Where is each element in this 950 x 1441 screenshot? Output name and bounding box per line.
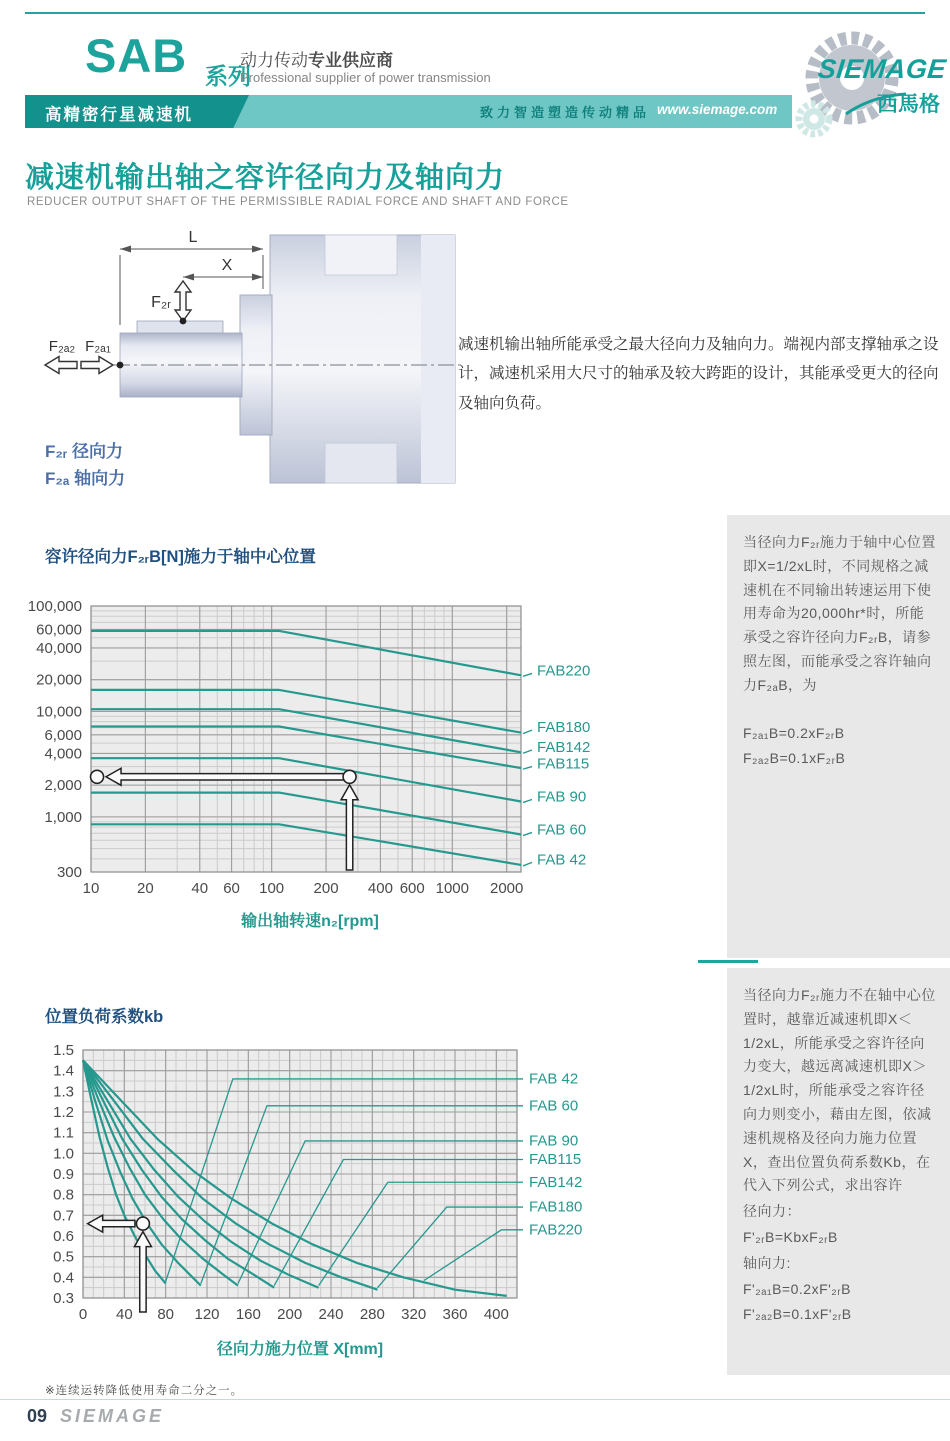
note2-formula-radial: F'₂ᵣB=KbxF₂ᵣB xyxy=(743,1228,838,1245)
svg-text:0.8: 0.8 xyxy=(53,1186,74,1204)
sidebar-note1-text: 当径向力F₂ᵣ施力于轴中心位置即X=1/2xL时，不同规格之减速机在不同输出转速运用下使用寿命为20,000hr*时，所能承受之容许径向力F₂ᵣB，请参照左图，而能承受之容许轴向力F₂ₐB，为 xyxy=(743,534,936,693)
legend-radial-row xyxy=(45,438,125,465)
svg-text:1.5: 1.5 xyxy=(53,1042,74,1059)
svg-text:1.1: 1.1 xyxy=(53,1124,74,1142)
svg-text:4,000: 4,000 xyxy=(44,745,82,763)
svg-text:0.4: 0.4 xyxy=(53,1269,74,1287)
svg-text:400: 400 xyxy=(483,1306,509,1323)
series-label-FAB142: FAB142 xyxy=(537,738,591,756)
series-label-FAB115: FAB115 xyxy=(529,1151,582,1169)
legend-axial-row xyxy=(45,465,125,492)
series-label-FAB60: FAB 60 xyxy=(529,1097,579,1115)
banner-url: www.siemage.com xyxy=(657,102,778,117)
page-subtitle: REDUCER OUTPUT SHAFT OF THE PERMISSIBLE RADIAL FORCE AND SHAFT AND FORCE xyxy=(27,196,569,208)
chart2-x-axis-title: 径向力施力位置 X[mm] xyxy=(216,1341,384,1358)
svg-text:10: 10 xyxy=(82,880,100,897)
series-label-FAB220: FAB220 xyxy=(537,662,591,680)
svg-text:2,000: 2,000 xyxy=(44,777,82,795)
svg-text:1000: 1000 xyxy=(435,880,469,897)
svg-text:20: 20 xyxy=(137,880,154,897)
legend-axial-text: 轴向力 xyxy=(74,469,126,489)
svg-text:60: 60 xyxy=(223,880,240,897)
panel-connector-line xyxy=(698,960,758,963)
svg-text:80: 80 xyxy=(157,1306,175,1323)
svg-text:120: 120 xyxy=(194,1306,220,1323)
legend-radial-symbol: F₂ᵣ xyxy=(45,442,68,461)
svg-text:20,000: 20,000 xyxy=(36,671,82,689)
legend-radial-text: 径向力 xyxy=(71,442,123,461)
dim-x-label: X xyxy=(221,257,233,274)
footnote: ※连续运转降低使用寿命二分之一。 xyxy=(45,1385,244,1397)
series-label-FAB90: FAB 90 xyxy=(529,1132,579,1150)
top-rule xyxy=(25,12,925,14)
intro-paragraph: 减速机输出轴所能承受之最大径向力及轴向力。端视内部支撑轴承之设计，减速机采用大尺寸的轴承及较大跨距的设计，其能承受更大的径向及轴向负荷。 xyxy=(458,336,939,412)
sidebar-note-center-load xyxy=(727,515,950,958)
tagline-zh-regular: 动力传动 xyxy=(240,51,308,70)
axial-formula-2: F₂ₐ₂B=0.1xF₂ᵣB xyxy=(743,750,846,767)
logo-wordmark: SIEMAGE xyxy=(816,54,948,84)
brand-logo xyxy=(788,22,950,142)
svg-text:280: 280 xyxy=(359,1306,385,1323)
chart1-x-axis-title: 输出轴转速n₂[rpm] xyxy=(241,913,379,930)
svg-text:100,000: 100,000 xyxy=(27,598,82,615)
svg-text:400: 400 xyxy=(367,880,393,897)
svg-text:1.2: 1.2 xyxy=(53,1104,74,1121)
svg-text:100: 100 xyxy=(259,880,285,897)
series-label-FAB60: FAB 60 xyxy=(537,821,587,839)
series-name: SAB xyxy=(85,29,188,82)
svg-text:160: 160 xyxy=(235,1306,261,1323)
banner-slogan: 致力智造塑造传动精品 xyxy=(480,105,651,120)
svg-text:300: 300 xyxy=(56,864,82,881)
svg-text:0.7: 0.7 xyxy=(53,1207,74,1225)
svg-text:10,000: 10,000 xyxy=(36,703,82,721)
series-label-FAB142: FAB142 xyxy=(529,1173,583,1191)
radial-force-chart xyxy=(25,592,725,932)
load-factor-chart xyxy=(25,1038,725,1338)
svg-text:1.0: 1.0 xyxy=(53,1145,74,1163)
series-suffix: 系列 xyxy=(205,63,251,89)
axial-formula-1: F₂ₐ₁B=0.2xF₂ᵣB xyxy=(743,724,845,741)
chart2-title: 位置负荷系数kb xyxy=(45,1008,164,1026)
page-number: 09 xyxy=(27,1406,48,1426)
footer-divider xyxy=(0,1399,950,1400)
series-label-FAB115: FAB115 xyxy=(537,755,590,773)
series-label-FAB180: FAB180 xyxy=(529,1198,583,1216)
svg-text:60,000: 60,000 xyxy=(36,621,82,639)
radial-force-arrow xyxy=(175,281,191,321)
sidebar-note2-text: 当径向力F₂ᵣ施力不在轴中心位置时，越靠近减速机即X＜1/2xL，所能承受之容许径向力变大，越远离减速机即X＞1/2xL时，所能承受之容许径向力则变小，藉由左图，依减速机规格及径向力施力位置X，查出位置负荷系数Kb，在代入下列公式，求出容许 xyxy=(743,987,936,1194)
svg-text:0.6: 0.6 xyxy=(53,1228,74,1245)
svg-text:0: 0 xyxy=(78,1306,88,1323)
svg-text:320: 320 xyxy=(401,1306,427,1323)
dim-l-label: L xyxy=(188,229,198,246)
note2-line-axial: 轴向力: xyxy=(743,1254,791,1271)
page-title: 减速机输出轴之容许径向力及轴向力 xyxy=(25,162,506,194)
banner-product-label: 高精密行星减速机 xyxy=(45,106,193,124)
series-label-FAB42: FAB 42 xyxy=(537,851,587,869)
diagram-legend xyxy=(45,438,125,492)
series-label-FAB220: FAB220 xyxy=(529,1221,583,1239)
svg-text:0.3: 0.3 xyxy=(53,1290,74,1307)
tagline-zh-bold: 专业供应商 xyxy=(308,51,393,70)
logo-chinese-name: 西馬格 xyxy=(877,93,940,116)
sidebar-note-offset-load xyxy=(727,968,950,1375)
svg-text:2000: 2000 xyxy=(490,880,524,897)
svg-text:40: 40 xyxy=(115,1306,133,1323)
axial-arrow-left xyxy=(45,357,77,374)
series-label-FAB42: FAB 42 xyxy=(529,1070,579,1088)
svg-text:360: 360 xyxy=(442,1306,468,1323)
axial-arrow-right xyxy=(81,357,113,374)
footer-brand: SIEMAGE xyxy=(60,1406,165,1426)
note2-line-radial: 径向力： xyxy=(743,1203,801,1220)
svg-text:240: 240 xyxy=(318,1306,344,1323)
tagline-en: Professional supplier of power transmission xyxy=(240,70,491,85)
axial-force1-label: F₂ₐ₁ xyxy=(85,338,111,355)
svg-text:600: 600 xyxy=(399,880,425,897)
axial-force2-label: F₂ₐ₂ xyxy=(48,338,76,355)
svg-text:40,000: 40,000 xyxy=(36,639,82,657)
svg-text:1.4: 1.4 xyxy=(53,1062,74,1080)
note2-formula-axial1: F'₂ₐ₁B=0.2xF'₂ᵣB xyxy=(743,1280,851,1297)
tagline-zh xyxy=(240,46,393,71)
svg-text:1,000: 1,000 xyxy=(44,808,82,826)
series-label-FAB180: FAB180 xyxy=(537,719,591,737)
chart1-title: 容许径向力F₂ᵣB[N]施力于轴中心位置 xyxy=(45,548,316,566)
svg-text:200: 200 xyxy=(277,1306,303,1323)
svg-text:0.5: 0.5 xyxy=(53,1248,74,1266)
svg-text:40: 40 xyxy=(191,880,209,897)
radial-force-label: F₂ᵣ xyxy=(151,294,171,311)
note2-formula-axial2: F'₂ₐ₂B=0.1xF'₂ᵣB xyxy=(743,1306,852,1323)
svg-text:6,000: 6,000 xyxy=(44,726,82,744)
svg-text:1.3: 1.3 xyxy=(53,1083,74,1101)
svg-text:200: 200 xyxy=(313,880,339,897)
legend-axial-symbol: F₂ₐ xyxy=(45,469,70,489)
series-label-FAB90: FAB 90 xyxy=(537,788,587,806)
svg-text:0.9: 0.9 xyxy=(53,1166,74,1183)
